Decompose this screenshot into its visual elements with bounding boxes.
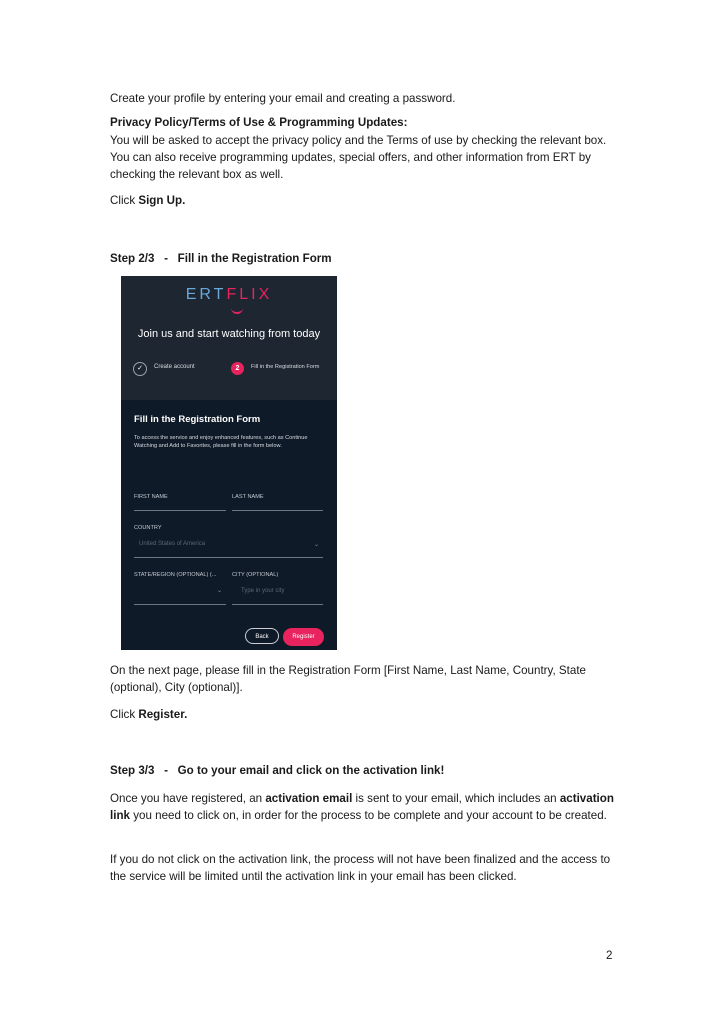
country-select[interactable]: United States of America — [139, 541, 206, 547]
activation-link-text: activation link — [110, 792, 614, 822]
step2-heading: Step 2/3 - Fill in the Registration Form — [110, 252, 332, 265]
last-name-input[interactable] — [232, 510, 323, 511]
text: you need to click on, in order for the process to be complete and your account to be created. — [129, 809, 607, 822]
intro-line: Create your profile by entering your email and creating a password. — [110, 92, 456, 105]
country-label: COUNTRY — [134, 525, 162, 531]
step2-number: 2 — [231, 362, 244, 375]
text: is sent to your email, which includes an — [352, 792, 560, 805]
step3-heading: Step 3/3 - Go to your email and click on the activation link! — [110, 764, 445, 777]
chevron-down-icon[interactable]: ⌄ — [217, 588, 223, 594]
city-underline — [232, 604, 323, 605]
last-name-label: LAST NAME — [232, 494, 264, 500]
logo-flix: FLIX — [226, 286, 273, 303]
check-icon: ✓ — [133, 362, 147, 376]
state-select[interactable] — [134, 604, 226, 605]
step3-paragraph-1 — [110, 790, 615, 824]
click-prefix: Click — [110, 708, 139, 721]
sign-up-text: Sign Up. — [138, 194, 186, 207]
step2-description: On the next page, please fill in the Registration Form [First Name, Last Name, Country, State (optional), City (optional)]. — [110, 664, 586, 694]
registration-screenshot — [121, 276, 337, 650]
privacy-title: Privacy Policy/Terms of Use & Programming Updates: — [110, 116, 408, 129]
activation-email-text: activation email — [265, 792, 353, 805]
registration-stepper — [133, 362, 329, 378]
privacy-body: You will be asked to accept the privacy policy and the Terms of use by checking the relevant box. You can also receive programming updates, special offers, and other information from ERT by checking the relevant box as well. — [110, 134, 607, 181]
form-title: Fill in the Registration Form — [134, 414, 261, 425]
country-underline — [134, 557, 323, 558]
step3-paragraph-2: If you do not click on the activation link, the process will not have been finalized and the access to the service will be limited until the activation link in your email has been clicked. — [110, 853, 611, 883]
city-input[interactable]: Type in your city — [241, 588, 285, 594]
step1-label: Create account — [154, 364, 195, 370]
state-label: STATE/REGION (OPTIONAL) (... — [134, 572, 217, 578]
chevron-down-icon[interactable]: ⌄ — [314, 542, 320, 548]
ertflix-logo — [121, 286, 337, 304]
register-text: Register. — [138, 708, 188, 721]
back-button[interactable]: Back — [245, 628, 279, 644]
click-sign-up — [110, 192, 185, 209]
click-register — [110, 706, 187, 723]
first-name-input[interactable] — [134, 510, 226, 511]
text: Once you have registered, an — [110, 792, 266, 805]
form-description: To access the service and enjoy enhanced features, such as Continue Watching and Add to Favorites, please fill in the form below. — [134, 435, 308, 449]
click-prefix: Click — [110, 194, 139, 207]
first-name-label: FIRST NAME — [134, 494, 168, 500]
step2-label: Fill in the Registration Form — [251, 364, 320, 370]
logo-ert: ERT — [185, 286, 227, 303]
city-label: CITY (OPTIONAL) — [232, 572, 279, 578]
join-headline: Join us and start watching from today — [137, 328, 321, 340]
register-button[interactable]: Register — [283, 628, 324, 646]
page-number: 2 — [606, 949, 613, 962]
